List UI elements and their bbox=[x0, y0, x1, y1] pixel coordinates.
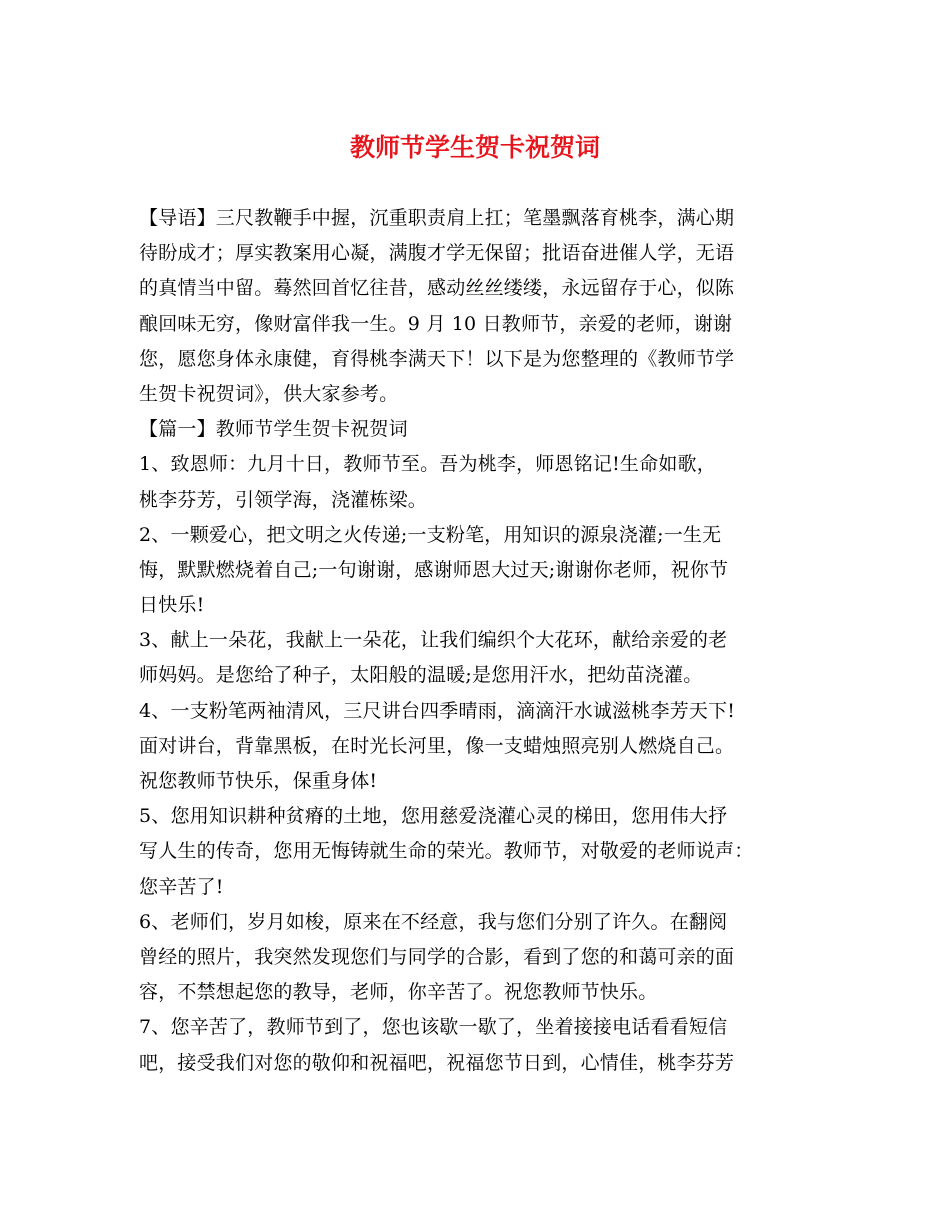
body-line: 曾经的照片，我突然发现您们与同学的合影，看到了您的和蔼可亲的面 bbox=[139, 945, 735, 968]
body-line: 面对讲台，背靠黑板，在时光长河里，像一支蜡烛照亮别人燃烧自己。 bbox=[139, 734, 735, 757]
body-line: 您，愿您身体永康健，育得桃李满天下！以下是为您整理的《教师节学 bbox=[139, 347, 735, 370]
body-line: 1、致恩师：九月十日，教师节至。吾为桃李，师恩铭记!生命如歌， bbox=[139, 453, 716, 476]
body-line: 的真情当中留。蓦然回首忆往昔，感动丝丝缕缕，永远留存于心，似陈 bbox=[139, 277, 735, 300]
body-line: 7、您辛苦了，教师节到了，您也该歇一歇了，坐着接接电话看看短信 bbox=[139, 1016, 728, 1039]
body-line: 待盼成才；厚实教案用心凝，满腹才学无保留；批语奋进催人学，无语 bbox=[139, 242, 735, 265]
section-heading: 【篇一】教师节学生贺卡祝贺词 bbox=[139, 418, 408, 441]
body-line: 3、献上一朵花，我献上一朵花，让我们编织个大花环，献给亲爱的老 bbox=[139, 629, 728, 652]
body-line: 容，不禁想起您的教导，老师，你辛苦了。祝您教师节快乐。 bbox=[139, 981, 658, 1004]
body-line: 写人生的传奇，您用无悔铸就生命的荣光。教师节，对敬爱的老师说声： bbox=[139, 840, 754, 863]
document-title: 教师节学生贺卡祝贺词 bbox=[349, 133, 600, 162]
body-line: 日快乐! bbox=[139, 594, 205, 617]
body-line: 师妈妈。是您给了种子，太阳般的温暖;是您用汗水，把幼苗浇灌。 bbox=[139, 664, 703, 687]
body-line: 祝您教师节快乐，保重身体! bbox=[139, 770, 378, 792]
body-line: 6、老师们，岁月如梭，原来在不经意，我与您们分别了许久。在翻阅 bbox=[139, 910, 728, 933]
body-line: 悔，默默燃烧着自己;一句谢谢，感谢师恩大过天;谢谢你老师，祝你节 bbox=[139, 558, 729, 581]
body-line: 酿回味无穷，像财富伴我一生。9 月 10 日教师节，亲爱的老师，谢谢 bbox=[139, 312, 733, 335]
body-line: 5、您用知识耕种贫瘠的土地，您用慈爱浇灌心灵的梯田，您用伟大抒 bbox=[139, 805, 728, 828]
body-line: 吧，接受我们对您的敬仰和祝福吧，祝福您节日到，心情佳，桃李芬芳 bbox=[139, 1051, 735, 1074]
body-line: 4、一支粉笔两袖清风，三尺讲台四季晴雨，滴滴汗水诚滋桃李芳天下! bbox=[139, 699, 736, 722]
body-line: 2、一颗爱心，把文明之火传递;一支粉笔，用知识的源泉浇灌;一生无 bbox=[139, 523, 722, 546]
body-line: 【导语】三尺教鞭手中握，沉重职责肩上扛；笔墨飘落育桃李，满心期 bbox=[139, 207, 735, 229]
body-line: 生贺卡祝贺词》，供大家参考。 bbox=[139, 382, 399, 405]
document-body bbox=[139, 201, 815, 1081]
body-line: 桃李芬芳，引领学海，浇灌栋梁。 bbox=[139, 488, 428, 511]
body-line: 您辛苦了! bbox=[139, 875, 224, 898]
